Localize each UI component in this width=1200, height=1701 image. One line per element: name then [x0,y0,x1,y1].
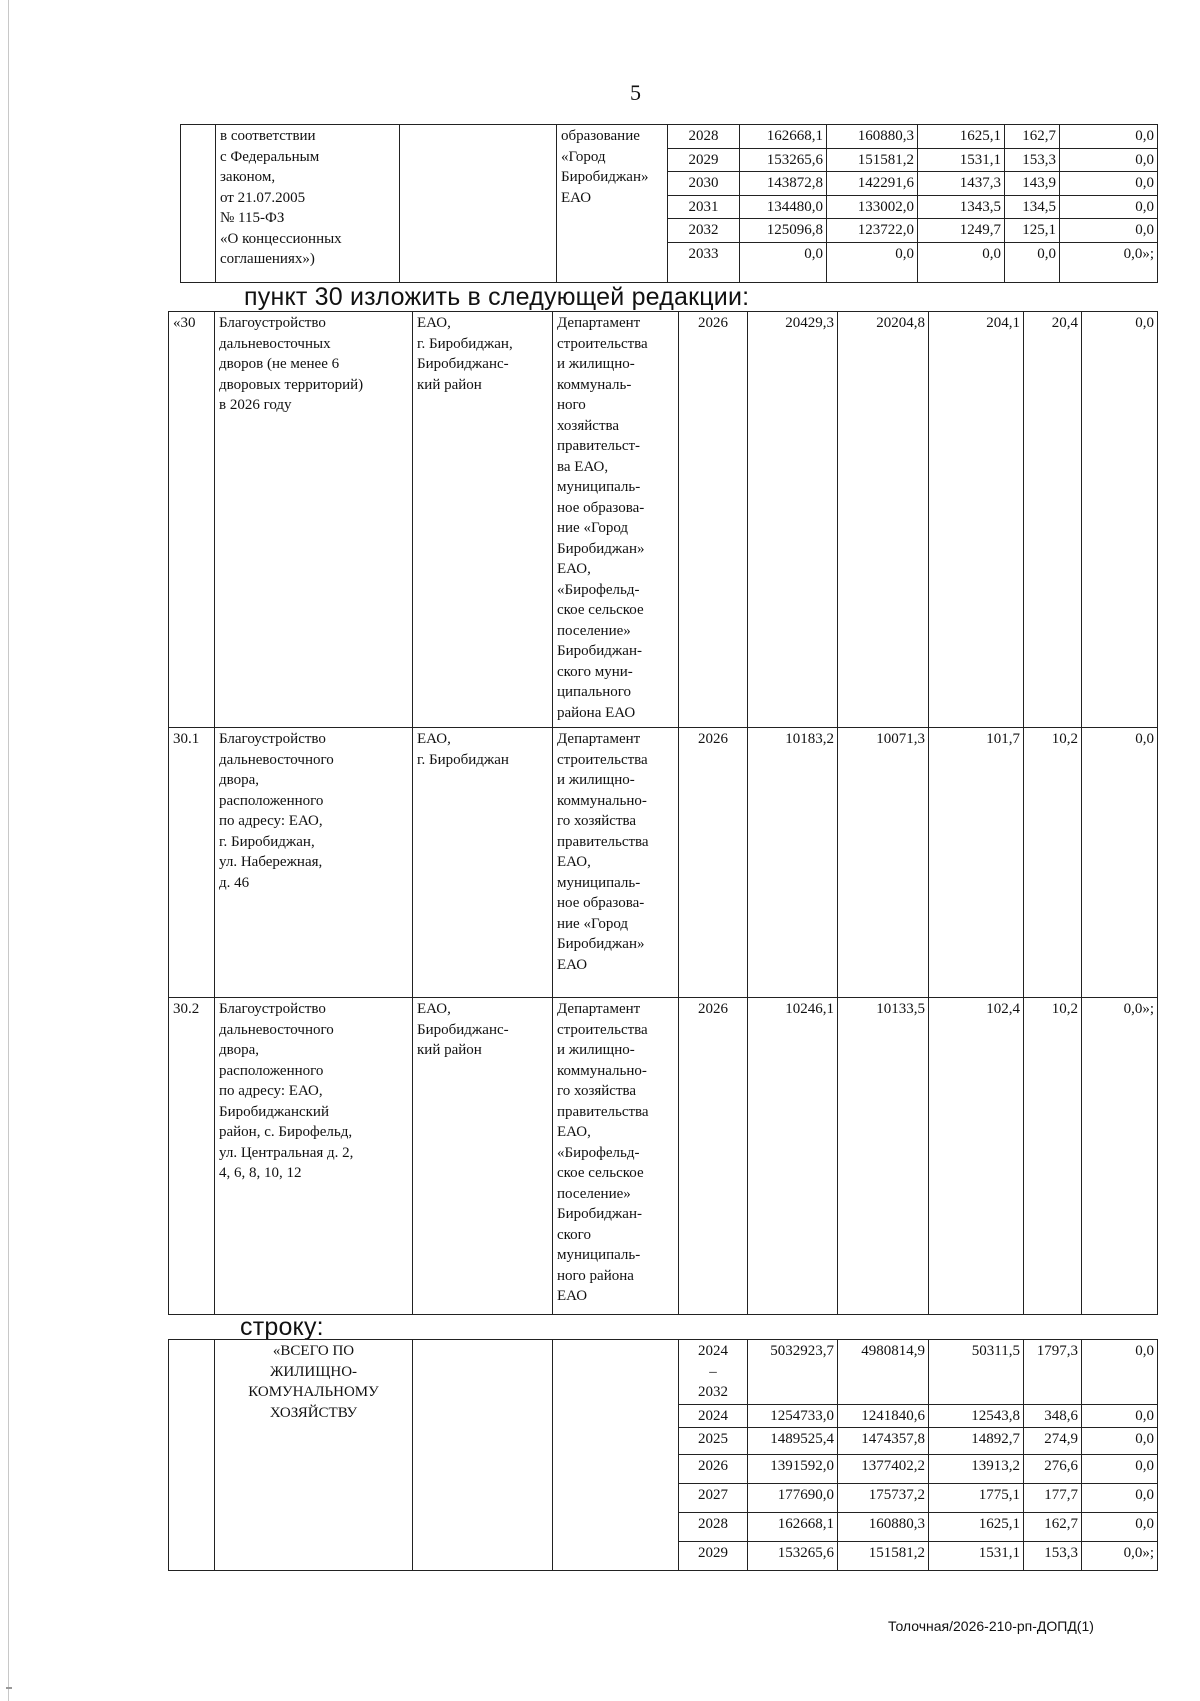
other-cell: 0,0 [1060,219,1158,243]
other-cell: 0,0 [1082,1340,1158,1405]
regional-cell: 1625,1 [918,125,1005,149]
location-cell-line: г. Биробиджан, [417,335,513,352]
executor-cell-line: ва ЕАО, [557,458,609,475]
year-cell: 2026 [679,998,748,1315]
executor-cell-line: ЕАО [561,189,592,206]
local-cell: 177,7 [1024,1484,1082,1513]
executor-cell-line: Департамент [557,315,641,331]
federal-cell: 133002,0 [827,195,918,219]
measure-name-cell-line: двора, [219,772,260,788]
year-cell [679,1428,748,1455]
local-cell: 348,6 [1024,1404,1082,1428]
measure-name-cell-line: Благоустройство [219,731,326,747]
year-cell-line: – [709,1363,717,1380]
location-cell [413,1340,553,1571]
total-cell: 134480,0 [740,195,827,219]
table-row [169,998,1158,1315]
location-cell-line: ЕАО, [417,315,451,331]
local-cell: 162,7 [1024,1513,1082,1542]
measure-name-cell-line: Благоустройство [219,315,326,331]
number-cell [181,125,216,283]
total-cell: 10183,2 [748,728,838,998]
location-cell [413,998,553,1315]
year-cell [679,1455,748,1484]
executor-cell-line: ние «Город [557,915,629,932]
executor-cell-line: ское сельское [557,1165,644,1181]
executor-cell-line: Биробиджан» [557,936,645,952]
total-name-cell-line: КОМУНАЛЬНОМУ [248,1384,379,1400]
regional-cell: 0,0 [918,242,1005,282]
regional-cell: 50311,5 [929,1340,1024,1405]
year-cell: 2031 [668,195,740,219]
executor-cell-line: коммунально- [557,1062,647,1079]
document-footer-code: Толочная/2026-210-рп-ДОПД(1) [888,1618,1094,1634]
location-cell-line: кий район [417,376,482,393]
regional-cell: 1437,3 [918,172,1005,196]
other-cell: 0,0 [1060,195,1158,219]
local-cell: 10,2 [1024,728,1082,998]
measure-name-cell-line: в соответствии [220,128,316,144]
executor-cell-line: муниципаль- [557,874,641,891]
measure-name-cell-line: дальневосточного [219,1021,334,1038]
executor-cell-line: хозяйства [557,417,620,434]
executor-cell-line: ЕАО [557,1288,588,1304]
total-cell: 20429,3 [748,312,838,728]
total-name-cell-line: «ВСЕГО ПО [272,1343,355,1359]
location-cell-line: ЕАО, [417,731,451,747]
other-cell: 0,0»; [1082,1542,1158,1571]
local-cell: 162,7 [1005,125,1060,149]
year-cell [679,1484,748,1513]
item-number-cell: «30 [169,312,215,728]
federal-cell: 20204,8 [838,312,929,728]
other-cell: 0,0 [1082,1455,1158,1484]
executor-cell-line: строительства [557,335,648,352]
regional-cell: 12543,8 [929,1404,1024,1428]
total-cell: 5032923,7 [748,1340,838,1405]
year-cell: 2033 [668,242,740,282]
federal-cell: 160880,3 [827,125,918,149]
local-cell: 276,6 [1024,1455,1082,1484]
federal-cell: 160880,3 [838,1513,929,1542]
executor-cell-line: строительства [557,751,648,768]
year-cell: 2032 [668,219,740,243]
local-cell: 153,3 [1024,1542,1082,1571]
year-cell-line: 2026 [698,1458,728,1474]
executor-cell-line: поселение» [557,1185,631,1202]
executor-cell-line: района ЕАО [557,704,636,721]
federal-cell: 1241840,6 [838,1404,929,1428]
location-cell [413,728,553,998]
year-cell-line: 2024 [698,1343,728,1359]
other-cell: 0,0»; [1060,242,1158,282]
other-cell: 0,0 [1060,148,1158,172]
measure-name-cell-line: расположенного [219,1062,324,1079]
executor-cell-line: ского [557,1226,591,1243]
local-cell: 10,2 [1024,998,1082,1315]
total-cell: 162668,1 [740,125,827,149]
measure-name-cell-line: расположенного [219,792,324,809]
total-table [168,1339,1158,1571]
measure-name-cell-line: законом, [220,169,276,185]
executor-cell-line: ного района [557,1267,634,1284]
regional-cell: 1531,1 [918,148,1005,172]
location-cell-line: кий район [417,1042,482,1058]
regional-cell: 102,4 [929,998,1024,1315]
total-cell: 125096,8 [740,219,827,243]
measure-name-cell-line: Биробиджанский [219,1103,329,1120]
total-cell: 162668,1 [748,1513,838,1542]
regional-cell: 14892,7 [929,1428,1024,1455]
instruction-point-30: пункт 30 изложить в следующей редакции: [244,283,750,311]
table-row [169,312,1158,728]
year-cell [679,1404,748,1428]
total-name-cell-line: ХОЗЯЙСТВУ [269,1404,358,1421]
executor-cell [553,728,679,998]
local-cell: 143,9 [1005,172,1060,196]
executor-cell-line: ное образова- [557,499,645,516]
measure-name-cell-line: дворов (не менее 6 [219,356,340,372]
measure-name-cell-line: ул. Набережная, [219,854,323,870]
other-cell: 0,0 [1082,312,1158,728]
other-cell: 0,0 [1082,1484,1158,1513]
executor-cell-line: «Город [561,148,606,165]
executor-cell-line: и жилищно- [557,356,635,372]
executor-cell-line: ЕАО, [557,561,591,577]
location-cell-line: г. Биробиджан [417,751,509,768]
local-cell: 0,0 [1005,242,1060,282]
other-cell: 0,0 [1082,1513,1158,1542]
measure-name-cell [215,312,413,728]
measure-name-cell-line: от 21.07.2005 [220,189,306,206]
executor-cell-line: Биробиджан- [557,1206,642,1222]
table-row [181,125,1158,149]
location-cell-line: Биробиджанс- [417,356,509,372]
federal-cell: 1377402,2 [838,1455,929,1484]
measure-name-cell-line: по адресу: ЕАО, [219,1083,323,1099]
year-cell-line: 2024 [698,1407,728,1424]
federal-cell: 123722,0 [827,219,918,243]
executor-cell-line: и жилищно- [557,772,635,788]
year-cell: 2028 [668,125,740,149]
item-number-cell: 30.2 [169,998,215,1315]
regional-cell: 1775,1 [929,1484,1024,1513]
total-cell: 177690,0 [748,1484,838,1513]
other-cell: 0,0 [1060,125,1158,149]
executor-cell [557,125,668,283]
executor-cell-line: правительст- [557,438,641,454]
executor-cell-line: го хозяйства [557,813,637,829]
year-cell: 2026 [679,312,748,728]
regional-cell: 101,7 [929,728,1024,998]
executor-cell-line: образование [561,128,640,144]
total-cell: 1391592,0 [748,1455,838,1484]
executor-cell-line: муниципаль- [557,1247,641,1263]
year-cell-line: 2032 [698,1384,728,1400]
local-cell: 20,4 [1024,312,1082,728]
measure-name-cell-line: двора, [219,1042,260,1058]
table-row [169,1340,1158,1405]
executor-cell-line: ского муни- [557,663,633,680]
year-cell: 2029 [668,148,740,172]
measure-name-cell-line: Благоустройство [219,1001,326,1017]
executor-cell-line: поселение» [557,622,631,639]
page-number: 5 [630,80,641,105]
measure-name-cell-line: «О концессионных [220,230,342,247]
number-cell [169,1340,215,1571]
executor-cell-line: ское сельское [557,602,644,618]
federal-cell: 10133,5 [838,998,929,1315]
measure-name-cell-line: дальневосточных [219,335,331,352]
executor-cell [553,998,679,1315]
executor-cell-line: и жилищно- [557,1042,635,1058]
total-cell: 10246,1 [748,998,838,1315]
measure-name-cell-line: дальневосточного [219,751,334,768]
regional-cell: 1625,1 [929,1513,1024,1542]
local-cell: 125,1 [1005,219,1060,243]
executor-cell-line: Биробиджан- [557,643,642,659]
year-cell: 2030 [668,172,740,196]
measure-name-cell-line: район, с. Бирофельд, [219,1124,353,1140]
measure-name-cell-line: с Федеральным [220,148,320,165]
other-cell: 0,0 [1082,728,1158,998]
federal-cell: 175737,2 [838,1484,929,1513]
executor-cell-line: Биробиджан» [557,540,645,557]
year-cell-line: 2028 [698,1516,728,1532]
point-30-table [168,311,1158,1315]
federal-cell: 142291,6 [827,172,918,196]
executor-cell-line: ние «Город [557,520,629,536]
executor-cell-line: «Бирофельд- [557,1144,640,1161]
measure-name-cell-line: ул. Центральная д. 2, [219,1144,354,1161]
year-cell [679,1340,748,1405]
total-name-cell-line: ЖИЛИЩНО- [269,1363,358,1380]
year-cell-line: 2025 [698,1431,728,1447]
year-cell-line: 2029 [698,1545,728,1561]
executor-cell-line: Биробиджан» [561,169,649,185]
other-cell: 0,0 [1060,172,1158,196]
local-cell: 153,3 [1005,148,1060,172]
total-cell: 1489525,4 [748,1428,838,1455]
executor-cell-line: муниципаль- [557,479,641,495]
measure-name-cell-line: в 2026 году [219,397,292,413]
federal-cell: 4980814,9 [838,1340,929,1405]
measure-name-cell [216,125,400,283]
measure-name-cell-line: 4, 6, 8, 10, 12 [219,1165,302,1181]
scan-mark [6,1687,12,1689]
instruction-row: строку: [240,1313,324,1341]
federal-cell: 10071,3 [838,728,929,998]
executor-cell-line: коммунально- [557,792,647,809]
executor-cell-line: «Бирофельд- [557,581,640,598]
location-cell-line: Биробиджанс- [417,1021,509,1038]
executor-cell-line: ЕАО, [557,1124,591,1140]
regional-cell: 1531,1 [929,1542,1024,1571]
regional-cell: 1343,5 [918,195,1005,219]
executor-cell-line: ное образова- [557,895,645,911]
other-cell: 0,0 [1082,1428,1158,1455]
year-cell-line: 2027 [698,1487,728,1503]
executor-cell-line: коммуналь- [557,376,632,393]
total-cell: 153265,6 [748,1542,838,1571]
total-cell: 1254733,0 [748,1404,838,1428]
measure-name-cell [215,728,413,998]
total-cell: 143872,8 [740,172,827,196]
location-cell [413,312,553,728]
total-cell: 0,0 [740,242,827,282]
measure-name-cell-line: г. Биробиджан, [219,833,315,850]
location-cell [400,125,557,283]
measure-name-cell-line: по адресу: ЕАО, [219,813,323,829]
executor-cell-line: правительства [557,833,649,850]
local-cell: 274,9 [1024,1428,1082,1455]
executor-cell-line: Департамент [557,731,641,747]
year-cell [679,1542,748,1571]
executor-cell-line: строительства [557,1021,648,1038]
executor-cell-line: ципального [557,684,632,700]
executor-cell-line: ЕАО [557,956,588,973]
executor-cell-line: Департамент [557,1001,641,1017]
total-name-cell [215,1340,413,1571]
executor-cell-line: ЕАО, [557,854,591,870]
federal-cell: 151581,2 [827,148,918,172]
measure-name-cell-line: д. 46 [219,874,250,891]
measure-name-cell-line: № 115-ФЗ [220,210,285,226]
other-cell: 0,0»; [1082,998,1158,1315]
scan-edge-line [8,0,9,1701]
total-cell: 153265,6 [740,148,827,172]
year-cell [679,1513,748,1542]
local-cell: 134,5 [1005,195,1060,219]
federal-cell: 0,0 [827,242,918,282]
executor-cell [553,312,679,728]
top-table [180,124,1158,283]
executor-cell-line: ного [557,397,586,413]
location-cell-line: ЕАО, [417,1001,451,1017]
executor-cell-line: го хозяйства [557,1083,637,1099]
executor-cell-line: правительства [557,1103,649,1120]
executor-cell [553,1340,679,1571]
item-number-cell: 30.1 [169,728,215,998]
other-cell: 0,0 [1082,1404,1158,1428]
regional-cell: 1249,7 [918,219,1005,243]
measure-name-cell-line: дворовых территорий) [219,376,364,393]
local-cell: 1797,3 [1024,1340,1082,1405]
regional-cell: 204,1 [929,312,1024,728]
federal-cell: 1474357,8 [838,1428,929,1455]
regional-cell: 13913,2 [929,1455,1024,1484]
year-cell: 2026 [679,728,748,998]
table-row [169,728,1158,998]
measure-name-cell [215,998,413,1315]
measure-name-cell-line: соглашениях») [220,251,315,267]
federal-cell: 151581,2 [838,1542,929,1571]
